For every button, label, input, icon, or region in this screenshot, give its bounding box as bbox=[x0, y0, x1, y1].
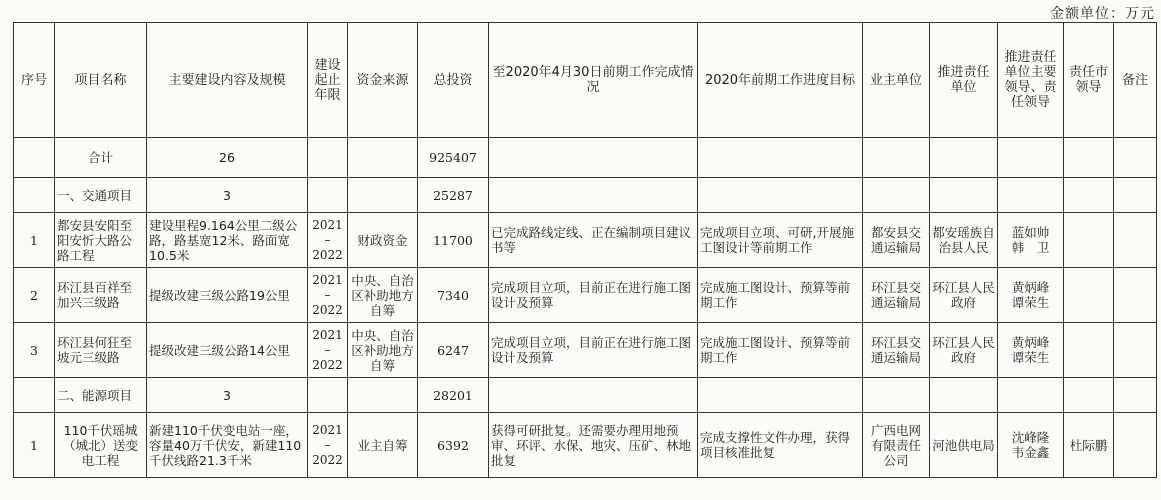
year-start: 2021 bbox=[312, 327, 343, 342]
header-fund: 资金来源 bbox=[348, 23, 418, 138]
row-progress: 完成项目立项，目前正在进行施工图设计及预算 bbox=[489, 323, 698, 378]
row-invest: 11700 bbox=[418, 213, 489, 268]
total-row bbox=[14, 138, 1157, 178]
leader-name: 韩 卫 bbox=[1011, 240, 1050, 255]
header-name: 项目名称 bbox=[55, 23, 147, 138]
row-target: 完成项目立项、可研,开展施工图设计等前期工作 bbox=[698, 213, 863, 268]
row-content: 提级改建三级公路14公里 bbox=[147, 323, 308, 378]
row-remark bbox=[1114, 323, 1157, 378]
table-row bbox=[14, 268, 1157, 323]
leader-name: 韦金鑫 bbox=[1011, 445, 1050, 460]
row-target: 完成支撑性文件办理，获得项目核准批复 bbox=[698, 413, 863, 478]
leader-name: 黄炳峰 bbox=[1011, 280, 1050, 295]
year-dash: – bbox=[324, 437, 331, 452]
total-invest: 925407 bbox=[418, 138, 489, 178]
leader-name: 沈峰隆 bbox=[1011, 430, 1050, 445]
year-end: 2022 bbox=[312, 357, 343, 372]
row-fund: 财政资金 bbox=[348, 213, 418, 268]
row-leaders bbox=[998, 213, 1064, 268]
row-progress: 获得可研批复。还需要办理用地预审、环评、水保、地灾、压矿、林地批复 bbox=[489, 413, 698, 478]
row-period bbox=[308, 213, 348, 268]
header-seq: 序号 bbox=[14, 23, 55, 138]
table-row bbox=[14, 323, 1157, 378]
row-leaders bbox=[998, 268, 1064, 323]
amount-unit-label: 金额单位：万元 bbox=[1050, 6, 1155, 22]
section-row-energy bbox=[14, 378, 1157, 413]
year-dash: – bbox=[324, 287, 331, 302]
header-row bbox=[14, 23, 1157, 138]
row-promoter: 都安瑶族自治县人民 bbox=[930, 213, 998, 268]
header-period: 建设起止年限 bbox=[308, 23, 348, 138]
section-invest: 28201 bbox=[418, 378, 489, 413]
row-target: 完成施工图设计、预算等前期工作 bbox=[698, 268, 863, 323]
row-leaders bbox=[998, 413, 1064, 478]
row-city-leader bbox=[1064, 323, 1114, 378]
year-start: 2021 bbox=[312, 217, 343, 232]
header-remark: 备注 bbox=[1114, 23, 1157, 138]
section-title: 一、交通项目 bbox=[55, 178, 147, 213]
header-city-leader: 责任市领导 bbox=[1064, 23, 1114, 138]
section-row-transport bbox=[14, 178, 1157, 213]
project-table bbox=[13, 22, 1157, 478]
row-promoter: 河池供电局 bbox=[930, 413, 998, 478]
leader-name: 蓝如帅 bbox=[1011, 225, 1050, 240]
year-start: 2021 bbox=[312, 422, 343, 437]
year-start: 2021 bbox=[312, 272, 343, 287]
header-invest: 总投资 bbox=[418, 23, 489, 138]
section-count: 3 bbox=[147, 378, 308, 413]
section-title: 二、能源项目 bbox=[55, 378, 147, 413]
leader-name: 谭荣生 bbox=[1011, 350, 1050, 365]
row-seq: 2 bbox=[14, 268, 55, 323]
header-leader: 推进责任单位主要领导、责任领导 bbox=[998, 23, 1064, 138]
row-fund: 中央、自治区补助地方自筹 bbox=[348, 323, 418, 378]
row-city-leader bbox=[1064, 268, 1114, 323]
row-target: 完成施工图设计、预算等前期工作 bbox=[698, 323, 863, 378]
row-progress: 已完成路线定线、正在编制项目建议书等 bbox=[489, 213, 698, 268]
table-row bbox=[14, 413, 1157, 478]
section-count: 3 bbox=[147, 178, 308, 213]
row-seq: 1 bbox=[14, 413, 55, 478]
row-content: 建设里程9.164公里二级公路，路基宽12米、路面宽10.5米 bbox=[147, 213, 308, 268]
year-end: 2022 bbox=[312, 302, 343, 317]
row-name: 环江县何狂至坡元三级路 bbox=[55, 323, 147, 378]
row-promoter: 环江县人民政府 bbox=[930, 323, 998, 378]
total-count: 26 bbox=[147, 138, 308, 178]
year-end: 2022 bbox=[312, 247, 343, 262]
row-owner: 广西电网有限责任公司 bbox=[863, 413, 930, 478]
row-period bbox=[308, 413, 348, 478]
row-owner: 环江县交通运输局 bbox=[863, 323, 930, 378]
row-seq: 3 bbox=[14, 323, 55, 378]
year-end: 2022 bbox=[312, 452, 343, 467]
leader-name: 黄炳峰 bbox=[1011, 335, 1050, 350]
section-invest: 25287 bbox=[418, 178, 489, 213]
leader-name: 谭荣生 bbox=[1011, 295, 1050, 310]
row-invest: 6392 bbox=[418, 413, 489, 478]
row-city-leader: 杜际鹏 bbox=[1064, 413, 1114, 478]
row-owner: 环江县交通运输局 bbox=[863, 268, 930, 323]
row-content: 提级改建三级公路19公里 bbox=[147, 268, 308, 323]
header-content: 主要建设内容及规模 bbox=[147, 23, 308, 138]
year-dash: – bbox=[324, 232, 331, 247]
row-remark bbox=[1114, 413, 1157, 478]
row-seq: 1 bbox=[14, 213, 55, 268]
row-remark bbox=[1114, 268, 1157, 323]
row-period bbox=[308, 268, 348, 323]
row-fund: 业主自筹 bbox=[348, 413, 418, 478]
row-period bbox=[308, 323, 348, 378]
row-progress: 完成项目立项，目前正在进行施工图设计及预算 bbox=[489, 268, 698, 323]
row-fund: 中央、自治区补助地方自筹 bbox=[348, 268, 418, 323]
header-owner: 业主单位 bbox=[863, 23, 930, 138]
header-promoter: 推进责任单位 bbox=[930, 23, 998, 138]
row-content: 新建110千伏变电站一座，容量40万千伏安，新建110千伏线路21.3千米 bbox=[147, 413, 308, 478]
row-invest: 7340 bbox=[418, 268, 489, 323]
table-row bbox=[14, 213, 1157, 268]
year-dash: – bbox=[324, 342, 331, 357]
row-invest: 6247 bbox=[418, 323, 489, 378]
row-remark bbox=[1114, 213, 1157, 268]
row-leaders bbox=[998, 323, 1064, 378]
row-owner: 都安县交通运输局 bbox=[863, 213, 930, 268]
row-city-leader bbox=[1064, 213, 1114, 268]
row-name: 都安县安阳至阳安忻大路公路工程 bbox=[55, 213, 147, 268]
header-target: 2020年前期工作进度目标 bbox=[698, 23, 863, 138]
row-promoter: 环江县人民政府 bbox=[930, 268, 998, 323]
total-label: 合计 bbox=[55, 138, 147, 178]
row-name: 环江县百祥至加兴三级路 bbox=[55, 268, 147, 323]
header-progress-done: 至2020年4月30日前期工作完成情况 bbox=[489, 23, 698, 138]
row-name: 110千伏瑶城（城北）送变电工程 bbox=[55, 413, 147, 478]
